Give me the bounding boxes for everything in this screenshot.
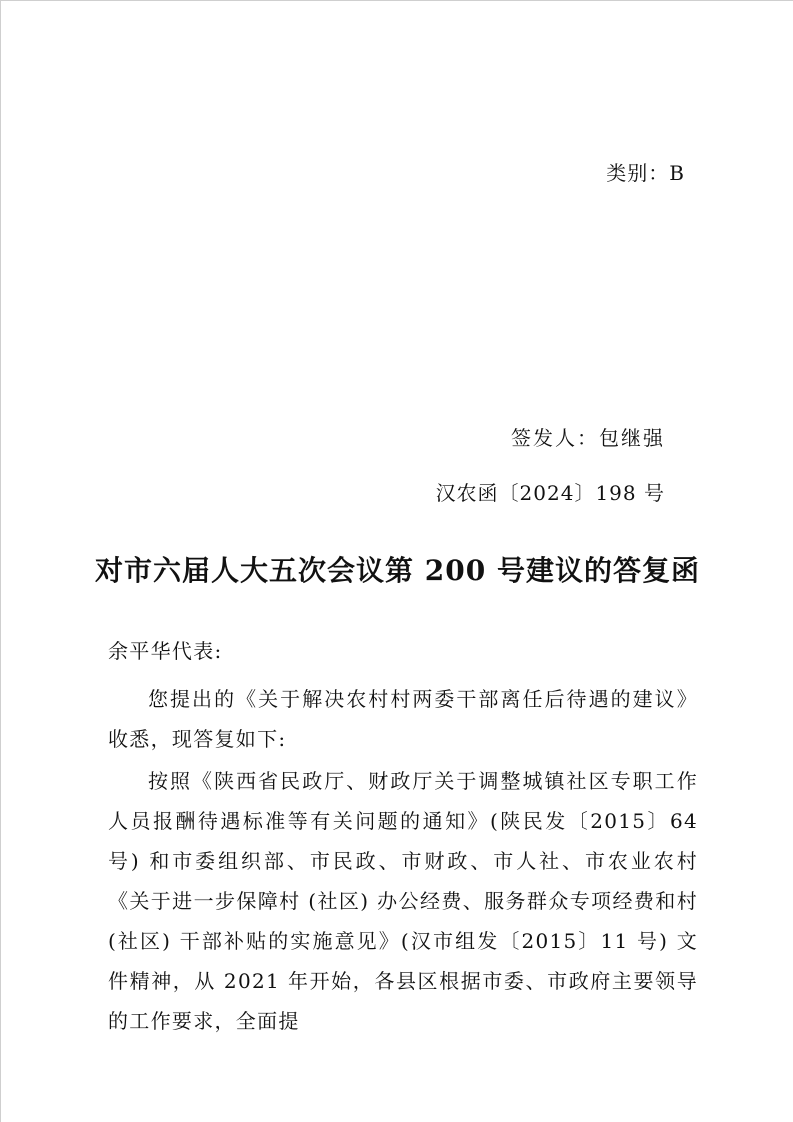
body-paragraph: 按照《陕西省民政厅、财政厅关于调整城镇社区专职工作人员报酬待遇标准等有关问题的通知》(陕民发〔2015〕64 号) 和市委组织部、市民政、市财政、市人社、市农业农村《关于进一步保障村 (社区) 办公经费、服务群众专项经费和村 (社区) 干部补贴的实施意见》(汉市组发〔2015〕11 号) 文件精神，从 2021 年开始，各县区根据市委、市政府主要领导的工作要求，全面提 bbox=[108, 769, 698, 1033]
document-category: 类别：B bbox=[606, 161, 685, 185]
document-title: 对市六届人大五次会议第 200 号建议的答复函 bbox=[95, 554, 700, 587]
signer-line: 签发人：包继强 bbox=[511, 426, 665, 450]
body-paragraph: 您提出的《关于解决农村村两委干部离任后待遇的建议》收悉，现答复如下: bbox=[108, 687, 698, 751]
salutation: 余平华代表: bbox=[108, 639, 223, 663]
document-number: 汉农函〔2024〕198 号 bbox=[435, 481, 665, 505]
